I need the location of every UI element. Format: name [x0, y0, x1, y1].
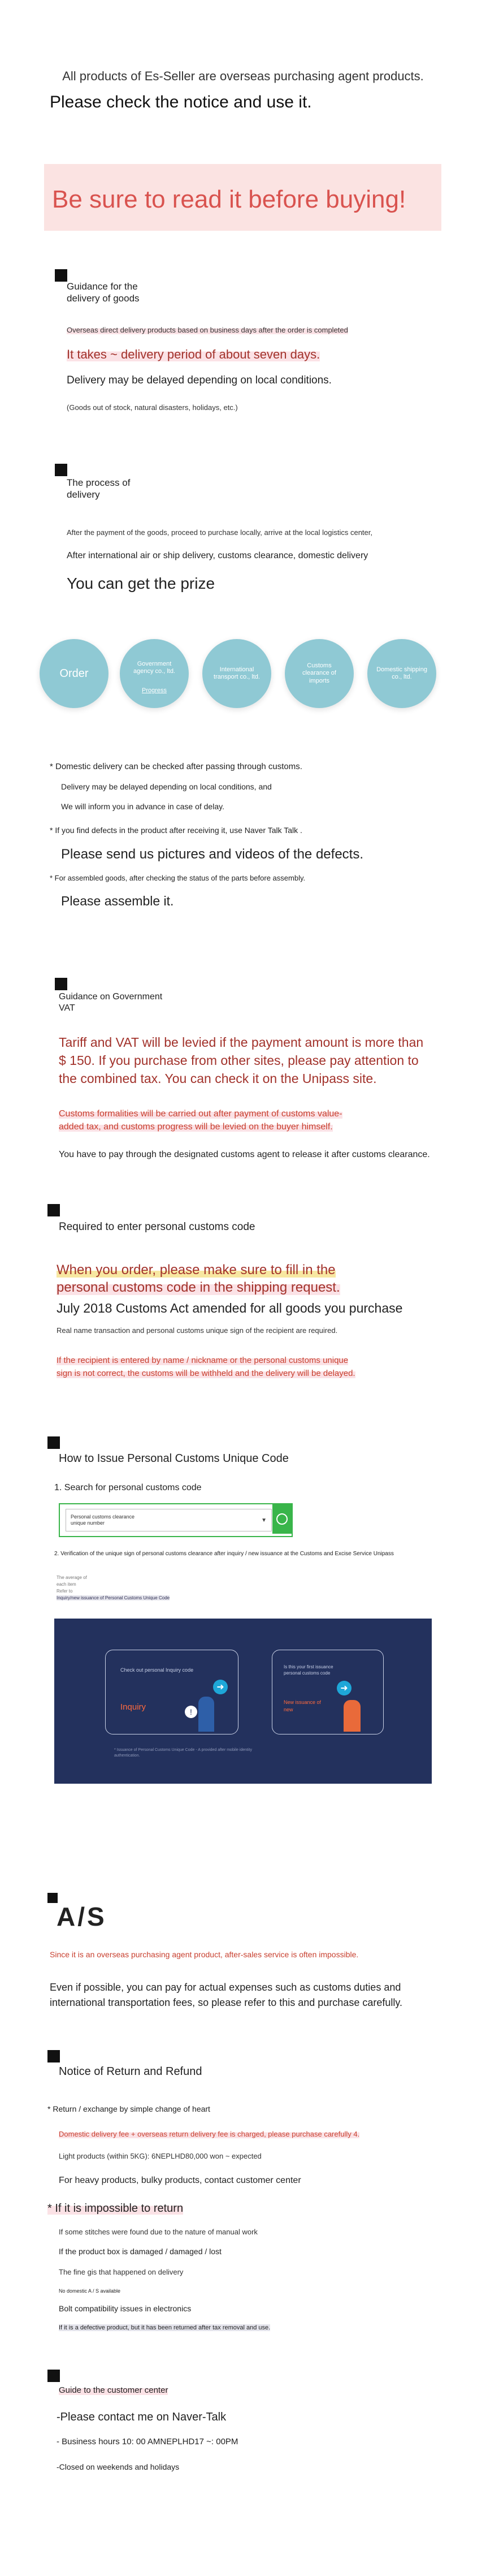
vat-red-note: [59, 1107, 342, 1133]
customs-code-search-box[interactable]: [59, 1503, 293, 1537]
new-issuance-card[interactable]: [272, 1650, 384, 1734]
section-bullet-icon: [47, 2050, 60, 2062]
issue-step-2: 2. Verification of the unique sign of personal customs clearance after inquiry / new issuance at the Customs and Excise Service Unipass: [54, 1551, 394, 1557]
customs-code-warning-1: When you order, please make sure to fill in the: [57, 1262, 336, 1278]
process-note-5: Please send us pictures and videos of the defects.: [61, 847, 363, 862]
as-title: A/S: [57, 1902, 107, 1931]
section-bullet-icon: [55, 464, 67, 476]
process-title-1: The process of: [67, 477, 131, 488]
section-bullet-icon: [55, 269, 67, 282]
tiny-2: each item: [57, 1582, 76, 1587]
issue-tiny-notes: [57, 1574, 170, 1602]
refund-heavy: For heavy products, bulky products, contact customer center: [59, 2176, 301, 2185]
search-button[interactable]: [272, 1504, 292, 1534]
inquiry-arrow-icon[interactable]: ➜: [213, 1680, 228, 1694]
intro-line-2: Please check the notice and use it.: [50, 93, 312, 111]
process-line-2: After international air or ship delivery, customs clearance, domestic delivery: [67, 551, 368, 560]
section-bullet-icon: [47, 2370, 60, 2382]
process-note-6: * For assembled goods, after checking the status of the parts before assembly.: [50, 874, 306, 882]
new-issuance-arrow-icon[interactable]: ➜: [337, 1681, 352, 1695]
new-issuance-caption: [284, 1664, 333, 1676]
process-note-1: * Domestic delivery can be checked after passing through customs.: [50, 762, 302, 771]
unipass-issue-link[interactable]: Inquiry/new issuance of Personal Customs Unique Code: [57, 1595, 170, 1600]
process-prize: You can get the prize: [67, 575, 215, 592]
new-label-2: new: [284, 1706, 293, 1712]
customs-required: Real name transaction and personal customs unique sign of the recipient are required.: [57, 1326, 338, 1335]
inquiry-card[interactable]: [105, 1650, 238, 1734]
vat-title-1: Guidance on Government: [59, 992, 163, 1002]
vat-agent-note: You have to pay through the designated customs agent to release it after customs clearance.: [59, 1150, 430, 1159]
new-caption-2: personal customs code: [284, 1671, 331, 1676]
refund-impossible: * If it is impossible to return: [47, 2202, 184, 2215]
tiny-1: The average of: [57, 1575, 87, 1580]
step-agency: [120, 639, 189, 708]
search-value-1: Personal customs clearance: [71, 1514, 135, 1520]
as-paragraph: [50, 1980, 402, 2010]
chevron-down-icon: ▼: [261, 1517, 267, 1524]
inquiry-caption: Check out personal Inquiry code: [120, 1667, 194, 1673]
vat-red-note-1: Customs formalities will be carried out after payment of customs value-: [59, 1109, 342, 1119]
exclamation-icon: !: [185, 1706, 197, 1718]
delivery-guide-note: Overseas direct delivery products based on business days after the order is completed: [67, 326, 348, 334]
step-progress-link[interactable]: Progress: [141, 687, 167, 694]
footnote-2: authentication.: [114, 1753, 140, 1758]
step-agency-label: Government agency co., ltd.: [133, 660, 175, 675]
footnote-1: * Issuance of Personal Customs Unique Code - A provided after mobile identity: [114, 1748, 252, 1752]
customer-closed: -Closed on weekends and holidays: [57, 2462, 180, 2471]
issue-code-title: How to Issue Personal Customs Unique Code: [59, 1452, 289, 1465]
step-domestic: [367, 639, 436, 708]
refund-i4: No domestic A / S available: [59, 2288, 121, 2294]
warning-banner: [44, 164, 441, 231]
delivery-period: It takes ~ delivery period of about seven days.: [67, 347, 320, 361]
customer-center-title: Guide to the customer center: [59, 2385, 168, 2395]
refund-light: Light products (within 5KG): 6NEPLHD80,000 won ~ expected: [59, 2152, 262, 2160]
refund-i6: If it is a defective product, but it has been returned after tax removal and use.: [59, 2324, 271, 2331]
refund-fee: Domestic delivery fee + overseas return delivery fee is charged, please purchase carefully 4.: [59, 2130, 360, 2138]
new-caption-1: Is this your first issuance: [284, 1664, 333, 1669]
process-note-7: Please assemble it.: [61, 894, 174, 908]
delivery-guide-title-1: Guidance for the: [67, 281, 138, 292]
unipass-panel: [54, 1619, 432, 1784]
customs-red-note: [57, 1354, 355, 1380]
intro-line-1: All products of Es-Seller are overseas purchasing agent products.: [62, 69, 424, 83]
warning-banner-text: Be sure to read it before buying!: [52, 185, 406, 213]
process-title: [67, 477, 130, 501]
customer-hours: - Business hours 10: 00 AMNEPLHD17 ~: 00PM: [57, 2437, 238, 2446]
step-international: [202, 639, 271, 708]
unipass-footnote: [114, 1747, 252, 1759]
vat-title-2: VAT: [59, 1003, 75, 1013]
step-domestic-label: Domestic shipping co., ltd.: [376, 666, 427, 680]
inquiry-label: Inquiry: [120, 1702, 146, 1712]
vat-paragraph: Tariff and VAT will be levied if the payment amount is more than $ 150. If you purchase from other sites, please pay attention to the combined tax. You can check it on the Unipass site.: [59, 1035, 424, 1086]
customs-red-note-2: sign is not correct, the customs will be withheld and the delivery will be delayed.: [57, 1368, 355, 1378]
process-note-2: Delivery may be delayed depending on local conditions, and: [61, 782, 272, 791]
customs-code-select[interactable]: [66, 1509, 272, 1531]
delivery-guide-title: [67, 281, 140, 305]
issue-step-1: 1. Search for personal customs code: [54, 1483, 202, 1492]
process-note-3: We will inform you in advance in case of delay.: [61, 802, 224, 811]
step-order: [40, 639, 109, 708]
refund-title: Notice of Return and Refund: [59, 2065, 202, 2078]
customer-contact: -Please contact me on Naver-Talk: [57, 2411, 227, 2423]
as-paragraph-1: Even if possible, you can pay for actual expenses such as customs duties and: [50, 1982, 401, 1993]
refund-change: * Return / exchange by simple change of heart: [47, 2104, 210, 2113]
refund-i5: Bolt compatibility issues in electronics: [59, 2304, 192, 2313]
delivery-guide-title-2: delivery of goods: [67, 293, 140, 304]
customs-code-warning: [57, 1261, 340, 1296]
as-paragraph-2: international transportation fees, so please refer to this and purchase carefully.: [50, 1997, 403, 2008]
refund-i1: If some stitches were found due to the nature of manual work: [59, 2228, 258, 2236]
delivery-examples: (Goods out of stock, natural disasters, holidays, etc.): [67, 403, 238, 412]
process-note-4: * If you find defects in the product after receiving it, use Naver Talk Talk .: [50, 826, 302, 835]
customs-red-note-1: If the recipient is entered by name / nickname or the personal customs unique: [57, 1356, 349, 1365]
as-red-note: Since it is an overseas purchasing agent product, after-sales service is often impossible.: [50, 1950, 359, 1959]
refresh-icon: [276, 1513, 288, 1525]
step-customs-label: Customs clearance of imports: [302, 662, 336, 684]
section-bullet-icon: [55, 978, 67, 990]
customs-act: July 2018 Customs Act amended for all goods you purchase: [57, 1301, 403, 1315]
delivery-delay: Delivery may be delayed depending on local conditions.: [67, 374, 332, 386]
search-value-2: unique number: [71, 1520, 105, 1526]
person-illustration-icon: [198, 1697, 214, 1732]
process-title-2: delivery: [67, 489, 100, 500]
section-bullet-icon: [47, 1204, 60, 1216]
vat-title: [59, 991, 162, 1014]
customs-code-warning-2: personal customs code in the shipping request.: [57, 1280, 340, 1296]
new-issuance-label: [284, 1699, 321, 1713]
step-international-label: International transport co., ltd.: [214, 666, 260, 680]
process-line-1: After the payment of the goods, proceed to purchase locally, arrive at the local logistics center,: [67, 528, 372, 537]
step-customs: [285, 639, 354, 708]
new-label-1: New issuance of: [284, 1699, 322, 1705]
vat-red-note-2: added tax, and customs progress will be levied on the buyer himself.: [59, 1122, 333, 1132]
step-order-label: Order: [59, 667, 89, 680]
tiny-3: Refer to: [57, 1589, 73, 1594]
section-bullet-icon: [47, 1436, 60, 1449]
customs-code-title: Required to enter personal customs code: [59, 1221, 255, 1233]
refund-i2: If the product box is damaged / damaged / lost: [59, 2247, 222, 2256]
person-illustration-icon: [344, 1700, 361, 1732]
refund-i3: The fine gis that happened on delivery: [59, 2268, 184, 2276]
